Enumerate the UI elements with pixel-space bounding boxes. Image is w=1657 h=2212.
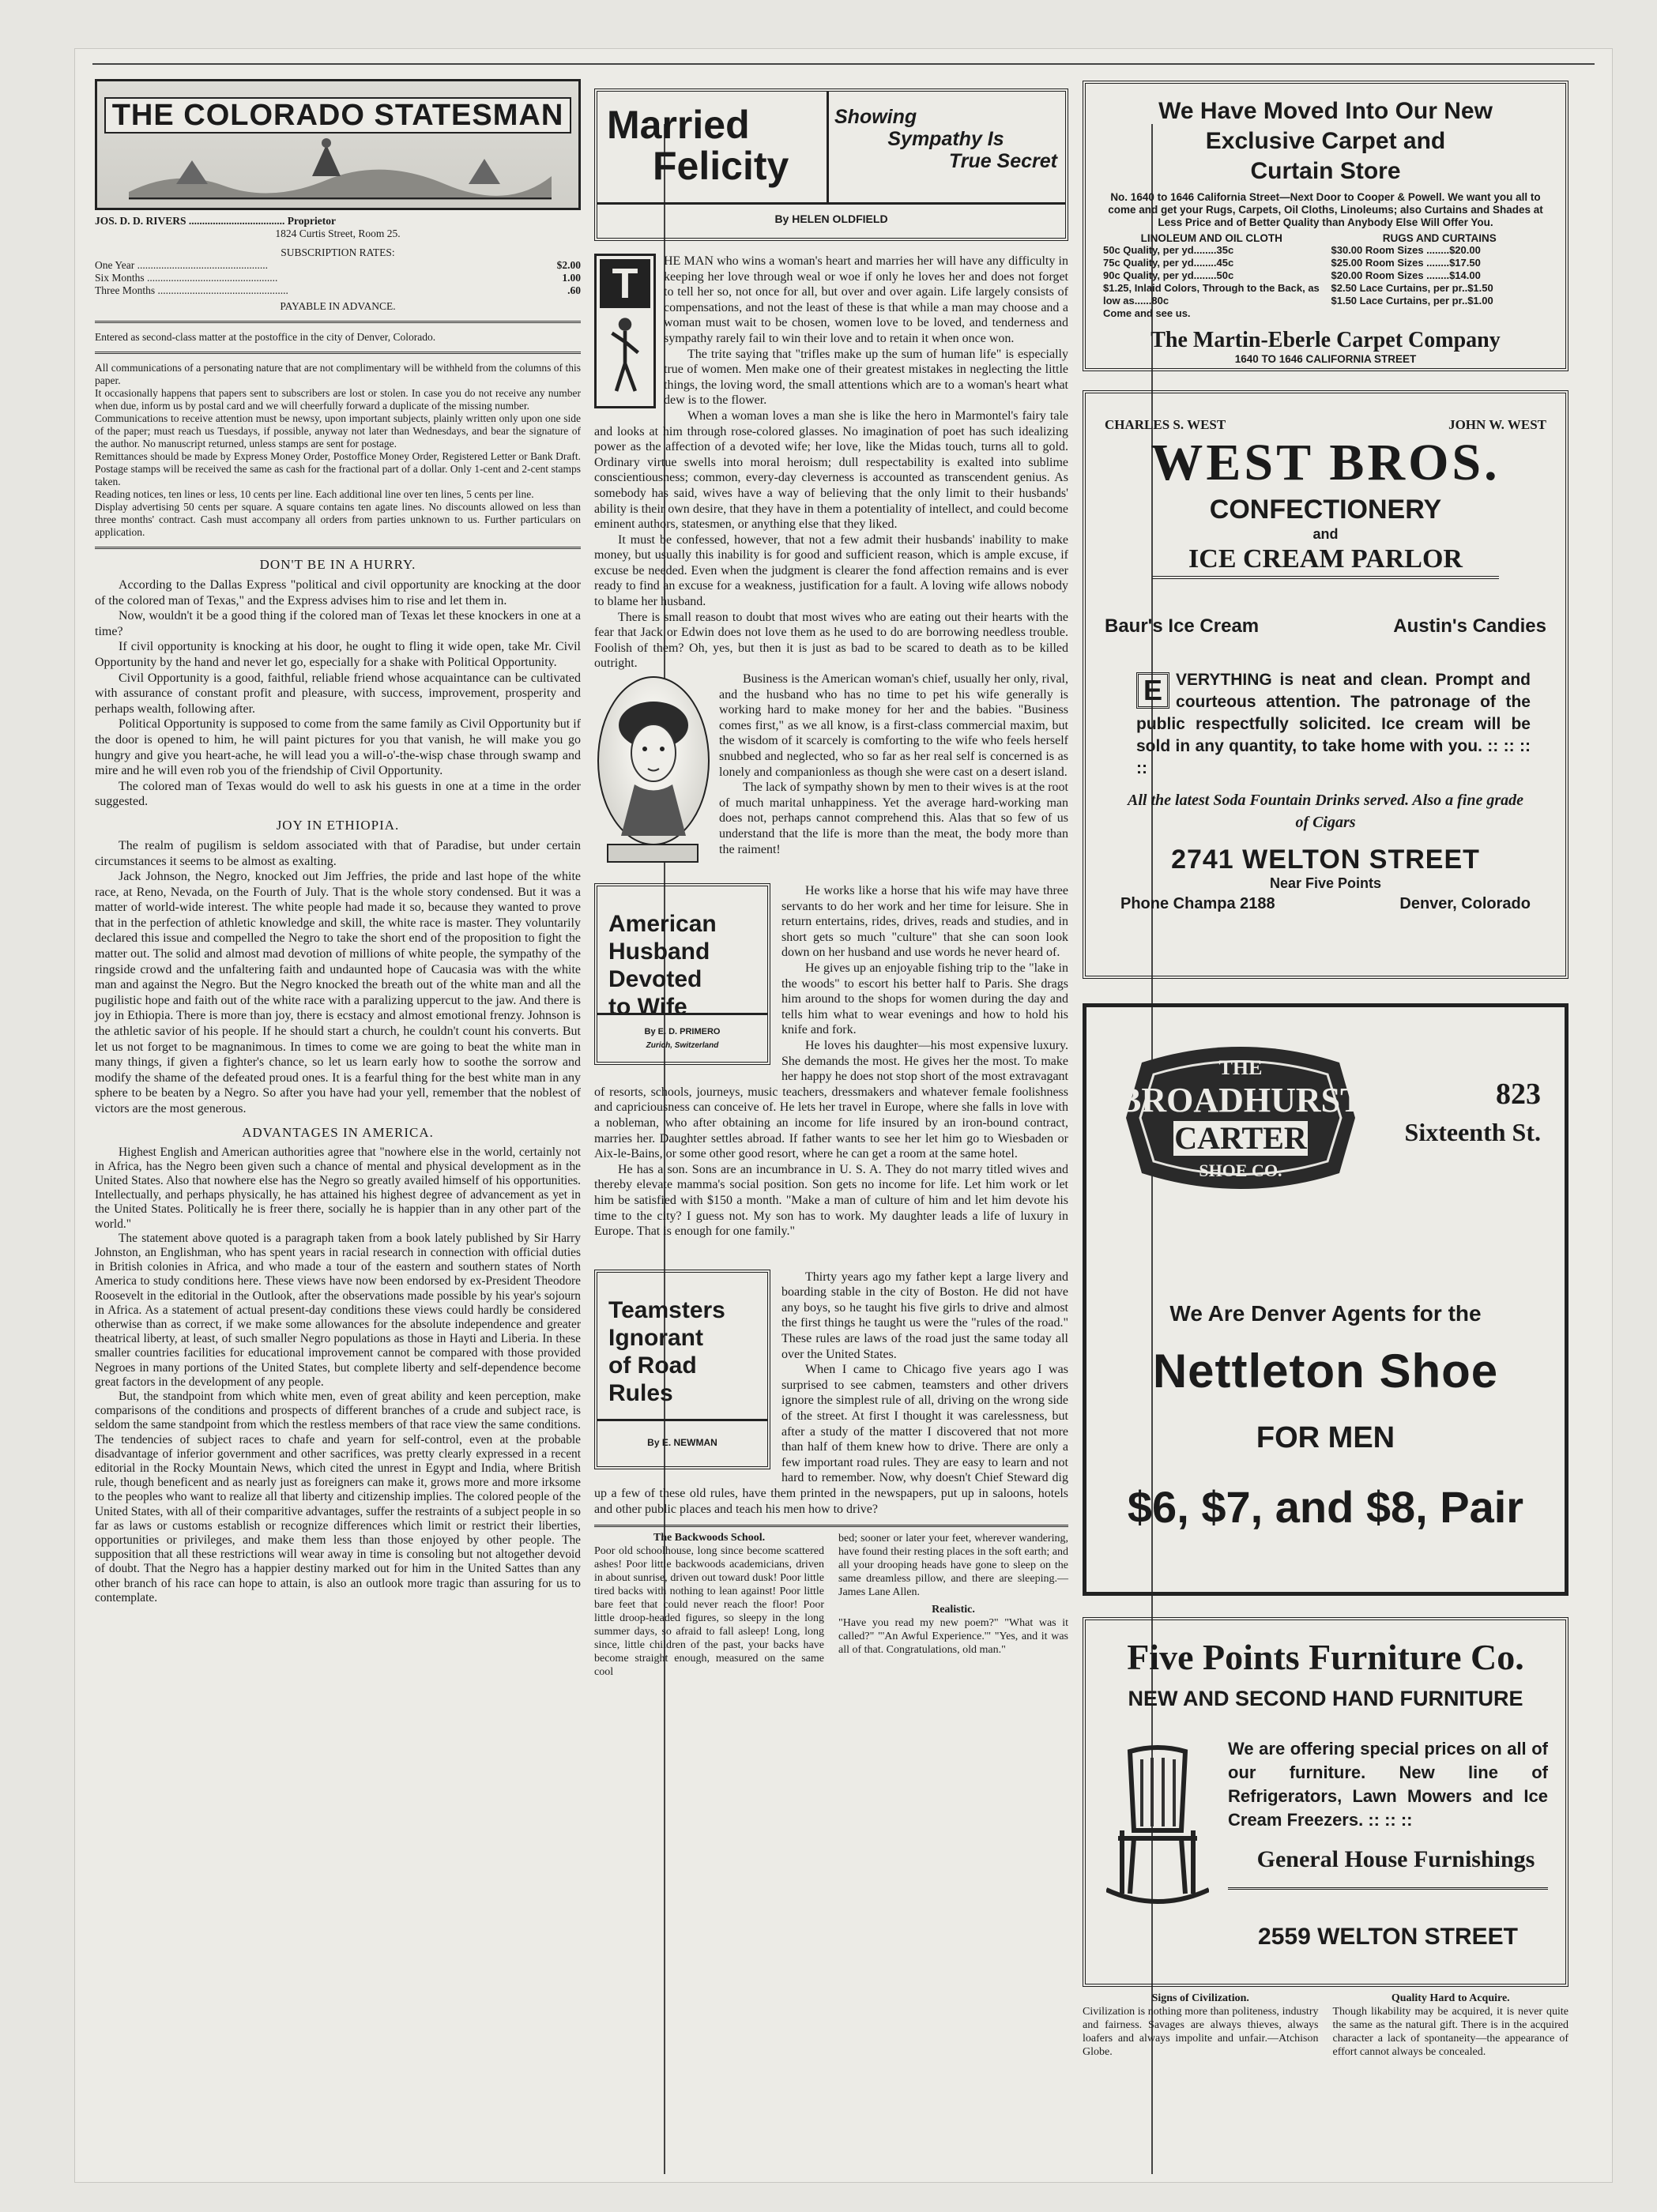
ad-headline: FOR MEN: [1256, 1421, 1395, 1454]
article-paragraph: He has a son. Sons are an incumbrance in U. S. A. They do not marry titled wives and thereby elevate mamma's social position. Son gets no income for life. Let him work or let him be satisfied with $150 a month. "Make a man of culture of him and let him devote his time to the city? I guess not. My son has to work. My daughter leads a life of luxury in Europe. That is enough for one family.": [594, 1162, 1068, 1239]
masthead-illustration-icon: [129, 137, 552, 200]
editorial-paragraph: Highest English and American authorities agree that "nowhere else in the world, certainly not in Africa, has the Negro been given such a chance of mental and physical development as in the United States. Also that nowhere else has the Negro so greatly availed himself of his opportunities. Intellectually, and perhaps physically, he has attained his highest degree of advancement as yet in the United States. Politically he is freer there, socially he is happier than in any other part of the world.": [95, 1145, 581, 1231]
notice: All communications of a personating nature that are not complimentary will be withheld from the columns of this paper.: [95, 362, 581, 386]
price-line: $25.00 Room Sizes ........$17.50: [1331, 257, 1481, 269]
teamsters-header: [594, 1270, 770, 1469]
ad-subhead: LINOLEUM AND OIL CLOTH: [1140, 232, 1282, 244]
american-husband-header: [594, 883, 770, 1065]
ad-address: 823: [1496, 1078, 1541, 1111]
price-line: 90c Quality, per yd........50c: [1103, 269, 1234, 281]
item-text: "Have you read my new poem?" "What was it called?" "'An Awful Experience.'" "Yes, and it was all of that. Congratulations, old man.": [838, 1617, 1068, 1657]
broadhurst-carter-ad: [1083, 1003, 1569, 1596]
article-title: Married: [607, 103, 750, 147]
article-title: Rules: [608, 1379, 673, 1406]
ad-address: Sixteenth St.: [1404, 1118, 1541, 1146]
column-2: [594, 88, 1068, 1679]
masthead-title: THE COLORADO STATESMAN: [104, 97, 572, 134]
notice: Reading notices, ten lines or less, 10 cents per line. Each additional line over ten lines, 5 cents per line.: [95, 488, 534, 500]
article-subtitle: Sympathy Is: [887, 128, 1004, 150]
item-text: bed; sooner or later your feet, wherever wandering, have found their resting places in the soft earth; and all your drooping heads have gone to sleep on the same dreamless pillow, and there are sleeping.—James Lane Allen.: [838, 1533, 1068, 1599]
editorial-paragraph: Political Opportunity is supposed to come from the same family as Civil Opportunity but if the door is opened to him, he will paint pictures for you that vanish, he will make you go hungry and give you heart-ache, he will lead you a will-o'-the-wisp chase through swamp and mire and he will even rob you of the friendship of Civil Opportunity.: [95, 717, 581, 778]
article-paragraph: It must be confessed, however, that not a few admit their husbands' inability to make money, but usually this inability is for good and sufficient reason, which is ample excuse, if excuse be needed. Even when the judgment is clearer the fond affection remains and is ever ready to find an excuse for a weakness, justification for a fault. A loving wife allows nobody to blame her husband.: [594, 532, 1068, 609]
company-name: The Martin-Eberle Carpet Company: [1150, 328, 1501, 352]
ad-headline: Exclusive Carpet and: [1205, 128, 1446, 154]
five-points-furniture-ad: [1083, 1617, 1569, 1987]
editorial-heading: DON'T BE IN A HURRY.: [259, 557, 416, 572]
editorial-paragraph: Now, wouldn't it be a good thing if the colored man of Texas let these knockers in one at a time?: [95, 609, 581, 638]
company-address: 1640 TO 1646 CALIFORNIA STREET: [1234, 353, 1417, 365]
price-line: $20.00 Room Sizes ........$14.00: [1331, 269, 1481, 281]
ad-headline: We Have Moved Into Our New: [1158, 98, 1493, 124]
item-heading: Signs of Civilization.: [1151, 1992, 1249, 2004]
article-paragraph: There is small reason to doubt that most wives who are eating out their hearts with the fear that Jack or Edwin does not love them as he used to do are borrowing needless trouble. Foolish of them? Oh, yes, but then it is just as bad to be scared to death as to be killed outright.: [594, 610, 1068, 671]
footer-items: [1083, 1992, 1569, 2059]
brand-name: WEST BROS.: [1150, 434, 1501, 491]
phone-number: Phone Champa 2188: [1120, 895, 1275, 912]
byline-place: Zurich, Switzerland: [646, 1041, 719, 1051]
article-title: American: [608, 911, 717, 938]
brand-name: Nettleton Shoe: [1152, 1345, 1499, 1398]
article-title: Felicity: [653, 144, 789, 188]
ad-headline: Curtain Store: [1250, 158, 1401, 184]
article-paragraph: He gives up an enjoyable fishing trip to the "lake in the woods" to escort his better half to Paris. She drags him around to the shops for women during the day and tells him what to wear evenings and how to hold his knife and fork.: [781, 961, 1068, 1037]
article-title: of Road: [608, 1352, 697, 1379]
dropcap-box: [594, 254, 656, 408]
carpet-store-ad: [1083, 81, 1569, 371]
married-felicity-header: [594, 88, 1068, 241]
logo-text: THE: [1218, 1056, 1263, 1079]
rate-price: $2.00: [556, 259, 581, 271]
article-title: Teamsters: [608, 1296, 725, 1323]
address: 1824 Curtis Street, Room 25.: [275, 228, 401, 239]
price-line: $1.25, Inlaid Colors, Through to the Back, as low as......80c: [1103, 282, 1320, 307]
subscription-heading: SUBSCRIPTION RATES:: [281, 246, 395, 258]
editorial-paragraph: Civil Opportunity is a good, faithful, reliable friend whose acquaintance can be cultivated with assurance of constant profit and pleasure, with success, improvement, prosperity and perhaps wealth, following after.: [95, 671, 581, 716]
payable-note: PAYABLE IN ADVANCE.: [280, 300, 396, 312]
price-line: 75c Quality, per yd........45c: [1103, 257, 1234, 269]
rate-price: .60: [567, 284, 581, 296]
ad-text: Come and see us.: [1103, 307, 1191, 319]
portrait-frame: [594, 676, 711, 866]
editorial-heading: ADVANTAGES IN AMERICA.: [242, 1124, 434, 1140]
editorial-heading: JOY IN ETHIOPIA.: [276, 817, 400, 833]
married-felicity-body: [594, 254, 1068, 866]
article-subtitle: Showing: [834, 106, 917, 128]
article-paragraph: He works like a horse that his wife may have three servants to do her work and her time for leisure. She in return entertains, rides, drives, reads and studies, and in short gets so much "culture" that she can soon look down on her husband and use words he never heard of.: [781, 884, 1068, 960]
teamsters-article: [594, 1270, 1068, 1518]
ad-text: VERYTHING is neat and clean. Prompt and courteous attention. The patronage of the public respectfully solicited. Ice cream will be sold in any quantity, to take home with you. :: :: :: ::: [1136, 671, 1531, 777]
item-heading: Realistic.: [932, 1604, 975, 1616]
notice: Display advertising 50 cents per square. A square contains ten agate lines. No discounts allowed on less than three months' contract. Cash must accompany all orders from parties unknown to us. Further particulars on application.: [95, 501, 581, 538]
price-line: $30.00 Room Sizes ........$20.00: [1331, 244, 1481, 256]
logo-text: BROADHURST: [1118, 1081, 1364, 1119]
ad-text: No. 1640 to 1646 California Street—Next Door to Cooper & Powell. We want you all to come and get your Rugs, Carpets, Oil Cloths, Linoleums; also Curtains and Shades at Less Price and of Better Quality than Anybody Else Will Offer You.: [1108, 191, 1543, 228]
top-rule: [92, 63, 1595, 65]
byline: By E. NEWMAN: [647, 1436, 717, 1448]
rate-label: Six Months .................................................: [95, 272, 278, 284]
proprietor-line: JOS. D. D. RIVERS .................................... Proprietor: [95, 215, 336, 227]
ad-text: General House Furnishings: [1256, 1846, 1535, 1872]
item-text: Poor old schoolhouse, long since become scattered ashes! Poor little backwoods academicians, driven in about sunrise, driven out toward dusk! Poor little tired backs with nothing to lean against! Poor little bare feet that could never reach the floor! Poor little droop-headed figures, so sleepy in the long summer days, so afraid to fall asleep! Long, long since, little children of the past, your backs have become straight enough, measured on the same cool: [594, 1545, 824, 1679]
editorial-paragraph: The realm of pugilism is seldom associated with that of Paradise, but under certain circumstances it seems to be almost as exalting.: [95, 838, 581, 868]
price-line: $1.50 Lace Curtains, per pr..$1.00: [1331, 295, 1493, 307]
price-line: 50c Quality, per yd........35c: [1103, 244, 1234, 256]
editorial-paragraph: The colored man of Texas would do well to ask his guests in one at a time in the order suggested.: [95, 779, 581, 809]
backwoods-section: [594, 1525, 1068, 1679]
byline: By HELEN OLDFIELD: [597, 202, 1065, 233]
item-heading: Quality Hard to Acquire.: [1391, 1992, 1510, 2004]
ad-headline: ICE CREAM PARLOR: [1152, 543, 1499, 579]
item-text: Civilization is nothing more than politeness, industry and fairness. Savages are always thieves, always loafers and always impolite and unfair.—Atchison Globe.: [1083, 2006, 1319, 2058]
article-title: to Wife: [608, 994, 687, 1021]
woman-portrait-icon: [597, 676, 710, 845]
ad-text: and: [1312, 526, 1339, 542]
owner-name: JOHN W. WEST: [1448, 417, 1546, 432]
notice: Communications to receive attention must be newsy, upon important subjects, plainly written only upon one side of the paper; must reach us Tuesdays, if possible, anyway not later than Wednesdays, and bear the signature of the author. No manuscript returned, unless stamps are sent for postage.: [95, 412, 581, 450]
ad-text: We Are Denver Agents for the: [1169, 1301, 1482, 1326]
editorial-paragraph: If civil opportunity is knocking at his door, he ought to fling it wide open, take Mr. Civil Opportunity by the hand and never let go, especially for a shake with Political Opportunity.: [95, 640, 581, 669]
notice: It occasionally happens that papers sent to subscribers are lost or stolen. In case you do not receive any number when due, inform us by postal card and we will cheerfully forward a duplicate of the missing number.: [95, 387, 581, 412]
rate-label: One Year .................................................: [95, 259, 268, 271]
article-title: Ignorant: [608, 1324, 703, 1351]
article-paragraph: Business is the American woman's chief, usually her only, rival, and the husband who has no time to pet his wife generally is working hard to make money for her and the babies. "Business comes first," as we all know, is a first-class commercial maxim, but the wisdom of it scarcely is comforting to the wife who feels herself snubbed and neglected, who so far as her real self is concerned is as lonely and companionless as though she were cast on a desert island.: [719, 672, 1068, 779]
ad-text: All the latest Soda Fountain Drinks served. Also a fine grade of Cigars: [1128, 792, 1523, 831]
newspaper-page: [75, 49, 1612, 2182]
rocking-chair-icon: [1106, 1744, 1209, 1909]
article-paragraph: HE MAN who wins a woman's heart and marries her will have any difficulty in keeping her love through weal or woe if only he loves her and does not forget to tell her so, not once for all, but over and over again. Life largely consists of compensations, and not the least of these is that while a man may choose and a woman must wait to be chosen, women love to be loved, and tenderness and sympathy rarely fail to win their love and to retain it when once won.: [664, 254, 1068, 345]
item-text: Though likability may be acquired, it is never quite the same as the natural gift. There is in the acquired character a lack of spontaneity—the appearance of effort cannot always be concealed.: [1332, 2006, 1569, 2058]
editorial-paragraph: Jack Johnson, the Negro, knocked out Jim Jeffries, the pride and last hope of the white race, at Reno, Nevada, on the Fourth of July. That is the whole story condensed. But it was a matter of world-wide interest. The white people had made it so, because they wanted to prove that in the perfection of athletic knowledge and skill, the white race is master. They voluntarily declared this issue and compelled the Negro to take the short end of the proposition to fight the matter out. The solid and almost mad devotion of millions of white people, the sympathy of the ringside crowd and the unfaltering faith and undaunted hope of Caucasia was with the white man and against the Negro. But the Negro knocked the breath out of the white man and all the pugilistic hope and faith out of the white race with a paralizing uppercut to the jaw. And there is joy in Ethiopia. There is more than joy, there is ecstacy and almost emotional frenzy. Johnson is the athletic savior of his people. If he should start a church, he couldn't count his converts. But let us not forget to be magnanimous. In times to come we are going to beat the white man in many things, if given a fighter's chance, so let us learn early how to soothe the sorrow and modify the shame of the defeated proud ones. It is a fearful thing for the best white man in any sphere to be beaten by a Negro. So after you have had your yell, remember that the noblest of victors are the most generous.: [95, 870, 581, 1115]
editorial-paragraph: But, the standpoint from which white men, even of great ability and keen perception, make comparisons of the conditions and prospects of different branches of a crude and subject race, is seldom the same standpoint from which the restless members of that race view the same conditions. The tendencies of subject races to chafe and yearn for self-control, even at the probable disadvantage of inferior government and other sacrifices, was pretty clearly expressed in a recent editorial in the Rocky Mountain News, which cited the unrest in Egypt and India, where British rule, though beneficent and as nearly just as foreigners can make it, grows more and more irksome to the peoples who want to realize all that liberty and citizenship implies. The colored people of the United States, with all of their comparitive advantages, suffer the restraints of a subject people in so far as laws or customs establish or recognize differences which limit or restrict their liberties, opportunities or privileges, and make them less than those enjoyed by other people. The supposition that all these restrictions will wear away in time is consoling but not altogether devoid of doubt. That the Negro has a happier destiny marked out for him in the United Sattes than any other branch of his race can hope to attain, is also an outlook more tragic than assuring for us to contemplate.: [95, 1390, 581, 1604]
owner-name: CHARLES S. WEST: [1105, 417, 1226, 432]
ad-text: Baur's Ice Cream: [1105, 615, 1260, 637]
figure-icon: [601, 313, 649, 400]
article-paragraph: Thirty years ago my father kept a large livery and boarding stable in the city of Boston. He did not have any boys, so he taught his five girls to drive and almost the first things he taught us were the "rules of the road." These rules are laws of the road just the same today all over the United States.: [781, 1270, 1068, 1361]
ad-headline: CONFECTIONERY: [1209, 495, 1442, 525]
dropcap: T: [600, 259, 650, 308]
article-paragraph: When a woman loves a man she is like the hero in Marmontel's fairy tale and looks at him through rose-colored glasses. No imagination of poet has such idealizing power as the affection of a devoted wife; her love, like the Midas touch, turns all to gold. Ordinary virtue swells into moral heroism; dull respectability is exalted into sublime conscientiousness; common, every-day cleverness is accounted as transcendent genius. As somebody has said, wives have a way of believing that the only limit to their husbands' ability is their own desire, that they have in them a potentiality of intellect, and could become eminent authors, statesmen, or anything else that they liked.: [594, 408, 1068, 532]
company-name: Five Points Furniture Co.: [1127, 1637, 1524, 1677]
article-title: Devoted: [608, 966, 702, 993]
article-paragraph: When I came to Chicago five years ago I was surprised to see cabmen, teamsters and other drivers ignore the simplest rule of all, driving on the wrong side of the street. At first I thought it was carelessness, but after a study of the matter I discovered that not more than half of them knew how to drive. There are only a few important road rules. They are easy to learn and not hard to remember. Now, why doesn't Chief Steward dig up a few of these old rules, have them printed in the newspapers, put up in saloons, hotels and other public places and teach his men how to drive?: [594, 1363, 1068, 1516]
logo-text: CARTER: [1174, 1120, 1307, 1156]
column-1: [95, 79, 581, 1605]
west-bros-ad: [1083, 390, 1569, 979]
price-line: $6, $7, and $8, Pair: [1127, 1482, 1524, 1532]
article-paragraph: He loves his daughter—his most expensive luxury. She demands the most. He gives her the most. To make her happy he does not stop short of the most extravagant of resorts, schools, journeys, music teachers, dressmakers and whatever female foolishness and capriciousness can conceive of. He lets her travel in Europe, where she falls in love with a nobleman, who after obtaining an income for life insured by an iron-bound contract, marries her. Daughter settles abroad. If father wants to see her let him go to Wiesbaden or Aix-le-Bains, or some other good resort, where he can get a room at the same hotel.: [594, 1038, 1068, 1161]
american-husband-article: [594, 883, 1068, 1240]
rate-price: 1.00: [562, 272, 581, 284]
ad-text: Denver, Colorado: [1399, 895, 1531, 912]
entered-note: Entered as second-class matter at the postoffice in the city of Denver, Colorado.: [95, 331, 436, 343]
article-subtitle: True Secret: [948, 150, 1057, 172]
editorial-paragraph: The statement above quoted is a paragraph taken from a book lately published by Sir Harry Johnston, an Englishman, who has spent years in racial research in connection with official duties in British colonies in Africa, and who made a tour of the eastern and southern states of North America to study conditions here. These views have now been endorsed by ex-President Theodore Roosevelt in the editorial in the Outlook, after the observations made possible by his year's sojourn in Africa. As a statement of actual present-day conditions these views could hardly be considered otherwise than as correct, if we make some allowances for the absolute independence and greater theatrical liberty, at least, of such smaller Negro populations as those in Hayti and Liberia. In these smaller countries facilities for educational improvement cannot be compared with those provided Negroes in many portions of the United States, but complete liberty and self-dependence become great factors in the development of any people.: [95, 1231, 581, 1389]
masthead: [95, 79, 581, 210]
logo-text: SHOE CO.: [1199, 1161, 1282, 1180]
article-paragraph: The trite saying that "trifles make up the sum of human life" is especially true of women. Men make one of their greatest mistakes in neglecting the little things, the loving word, the small attentions which are to a woman's heart what dew is to the flower.: [664, 347, 1068, 408]
ad-text: Austin's Candies: [1393, 615, 1546, 637]
ad-text: Near Five Points: [1269, 875, 1382, 891]
ad-subhead: RUGS AND CURTAINS: [1382, 232, 1497, 244]
rate-label: Three Months .................................................: [95, 284, 288, 296]
column-3: [1083, 81, 1569, 2166]
item-heading: The Backwoods School.: [653, 1532, 766, 1544]
ad-address: 2741 WELTON STREET: [1171, 845, 1480, 875]
article-paragraph: The lack of sympathy shown by men to their wives is at the root of much marital unhappiness. Yet the average hard-working man does not, perhaps cannot comprehend this. Alas that so few of us understand that the life is more than the meat, the body more than the raiment!: [719, 781, 1068, 856]
notice: Remittances should be made by Express Money Order, Postoffice Money Order, Registered Letter or Bank Draft. Postage stamps will be received the same as cash for the fractional part of a dollar. Only 1-cent and 2-cent stamps taken.: [95, 450, 581, 487]
shoe-co-logo-icon: [1118, 1039, 1363, 1197]
byline: By E. D. PRIMERO: [644, 1027, 721, 1037]
ad-address: 2559 WELTON STREET: [1258, 1924, 1518, 1950]
price-line: $2.50 Lace Curtains, per pr..$1.50: [1331, 282, 1493, 294]
ad-headline: NEW AND SECOND HAND FURNITURE: [1128, 1687, 1523, 1710]
editorial-paragraph: According to the Dallas Express "political and civil opportunity are knocking at the door of the colored man of Texas," and the Express advises him to rise and let them in.: [95, 578, 581, 608]
ad-text: We are offering special prices on all of our furniture. New line of Refrigerators, Lawn Mowers and Ice Cream Freezers. :: :: ::: [1228, 1739, 1548, 1830]
dropcap: E: [1136, 672, 1169, 709]
article-title: Husband: [608, 939, 710, 965]
